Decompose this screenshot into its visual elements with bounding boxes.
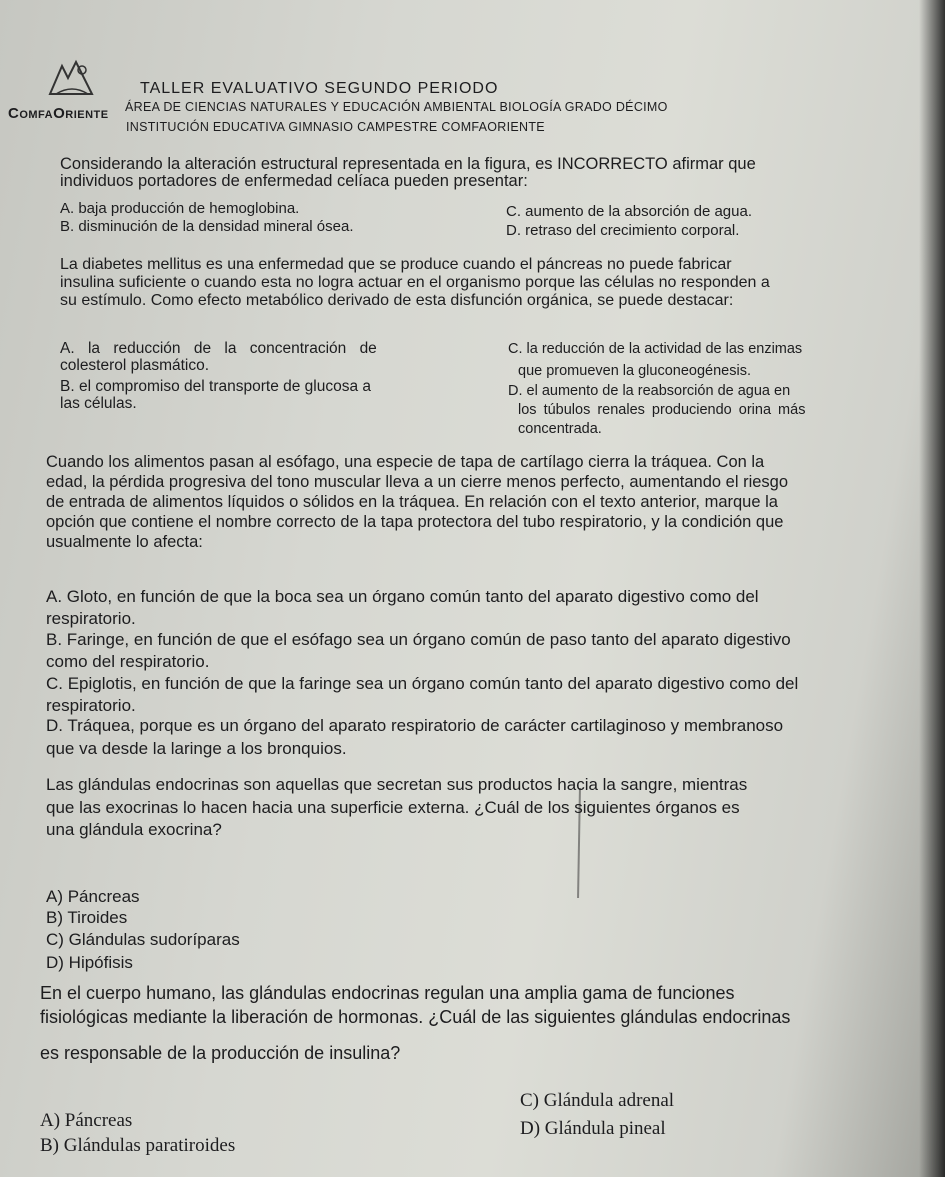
question-4-option-b[interactable]: B) Tiroides (46, 908, 128, 927)
question-3-stem-line: edad, la pérdida progresiva del tono muscular lleva a un cierre menos perfecto, aumentando el riesgo (46, 473, 789, 491)
question-3-option-b[interactable]: B. Faringe, en función de que el esófago sea un órgano común de paso tanto del aparato digestivo (46, 630, 791, 649)
question-2-option-b-cont[interactable]: las células. (60, 395, 137, 412)
question-3-option-d[interactable]: D. Tráquea, porque es un órgano del aparato respiratorio de carácter cartilaginoso y membranoso (46, 716, 784, 735)
question-4-option-c[interactable]: C) Glándulas sudoríparas (46, 930, 240, 949)
question-5-option-b[interactable]: B) Glándulas paratiroides (40, 1135, 236, 1156)
question-3-option-d-cont[interactable]: que va desde la laringe a los bronquios. (46, 739, 347, 758)
question-5-option-a[interactable]: A) Páncreas (40, 1110, 133, 1131)
question-3-stem-line: Cuando los alimentos pasan al esófago, una especie de tapa de cartílago cierra la tráquea. Con la (46, 453, 765, 471)
question-2-stem-line: La diabetes mellitus es una enfermedad que se produce cuando el páncreas no puede fabricar (60, 256, 732, 273)
question-4-option-a[interactable]: A) Páncreas (46, 887, 140, 906)
question-5-stem-line: es responsable de la producción de insulina? (40, 1043, 401, 1063)
question-2-option-c-cont[interactable]: que promueven la gluconeogénesis. (518, 363, 751, 379)
question-1-option-c[interactable]: C. aumento de la absorción de agua. (506, 203, 752, 220)
question-3-option-a[interactable]: A. Gloto, en función de que la boca sea un órgano común tanto del aparato digestivo como del (46, 587, 759, 606)
question-3-option-b-cont[interactable]: como del respiratorio. (46, 652, 210, 671)
question-2-option-b[interactable]: B. el compromiso del transporte de glucosa a (60, 378, 372, 395)
question-2-option-d-cont[interactable]: los túbulos renales produciendo orina más (518, 402, 806, 418)
question-3-option-a-cont[interactable]: respiratorio. (46, 609, 136, 628)
institution-name: INSTITUCIÓN EDUCATIVA GIMNASIO CAMPESTRE COMFAORIENTE (126, 120, 545, 134)
question-5-option-d[interactable]: D) Glándula pineal (520, 1118, 666, 1139)
question-1-stem-line: individuos portadores de enfermedad celíaca pueden presentar: (60, 172, 528, 190)
question-4-option-d[interactable]: D) Hipófisis (46, 953, 133, 972)
question-5-option-c[interactable]: C) Glándula adrenal (520, 1090, 675, 1111)
question-2-stem-line: su estímulo. Como efecto metabólico derivado de esta disfunción orgánica, se puede destacar: (60, 292, 734, 309)
question-1-stem-line: Considerando la alteración estructural representada en la figura, es INCORRECTO afirmar que (60, 155, 756, 173)
question-2-option-d[interactable]: D. el aumento de la reabsorción de agua en (508, 383, 791, 399)
question-3-option-c-cont[interactable]: respiratorio. (46, 696, 136, 715)
question-3-stem-line: de entrada de alimentos líquidos o sólidos en la tráquea. En relación con el texto anterior, marque la (46, 493, 778, 511)
question-1-option-a[interactable]: A. baja producción de hemoglobina. (60, 200, 300, 217)
question-2-stem-line: insulina suficiente o cuando esta no logra actuar en el organismo porque las células no responden a (60, 274, 770, 291)
question-2-option-d-cont[interactable]: concentrada. (518, 421, 602, 437)
question-2-option-c[interactable]: C. la reducción de la actividad de las enzimas (508, 341, 803, 357)
question-3-stem-line: opción que contiene el nombre correcto de la tapa protectora del tubo respiratorio, y la condición que (46, 513, 784, 531)
question-2-option-a-cont[interactable]: colesterol plasmático. (60, 357, 210, 374)
school-logo-icon (46, 58, 98, 98)
question-4-stem-line: Las glándulas endocrinas son aquellas que secretan sus productos hacia la sangre, mientras (46, 775, 748, 794)
page-edge-shadow (919, 0, 945, 1177)
question-5-stem-line: fisiológicas mediante la liberación de hormonas. ¿Cuál de las siguientes glándulas endocrinas (40, 1007, 791, 1027)
question-1-option-b[interactable]: B. disminución de la densidad mineral ósea. (60, 218, 354, 235)
school-logo-text: ComfaOriente (8, 105, 109, 122)
question-4-stem-line: una glándula exocrina? (46, 820, 222, 839)
question-3-stem-line: usualmente lo afecta: (46, 533, 203, 551)
document-title: TALLER EVALUATIVO SEGUNDO PERIODO (140, 80, 499, 97)
question-1-option-d[interactable]: D. retraso del crecimiento corporal. (506, 222, 740, 239)
subject-area: ÁREA DE CIENCIAS NATURALES Y EDUCACIÓN AMBIENTAL BIOLOGÍA GRADO DÉCIMO (125, 100, 668, 114)
question-2-option-a[interactable]: A. la reducción de la concentración de (60, 340, 377, 357)
question-3-option-c[interactable]: C. Epiglotis, en función de que la faringe sea un órgano común tanto del aparato digestivo como del (46, 674, 799, 693)
question-4-stem-line: que las exocrinas lo hacen hacia una superficie externa. ¿Cuál de los siguientes órganos es (46, 798, 740, 817)
question-5-stem-line: En el cuerpo humano, las glándulas endocrinas regulan una amplia gama de funciones (40, 983, 735, 1003)
